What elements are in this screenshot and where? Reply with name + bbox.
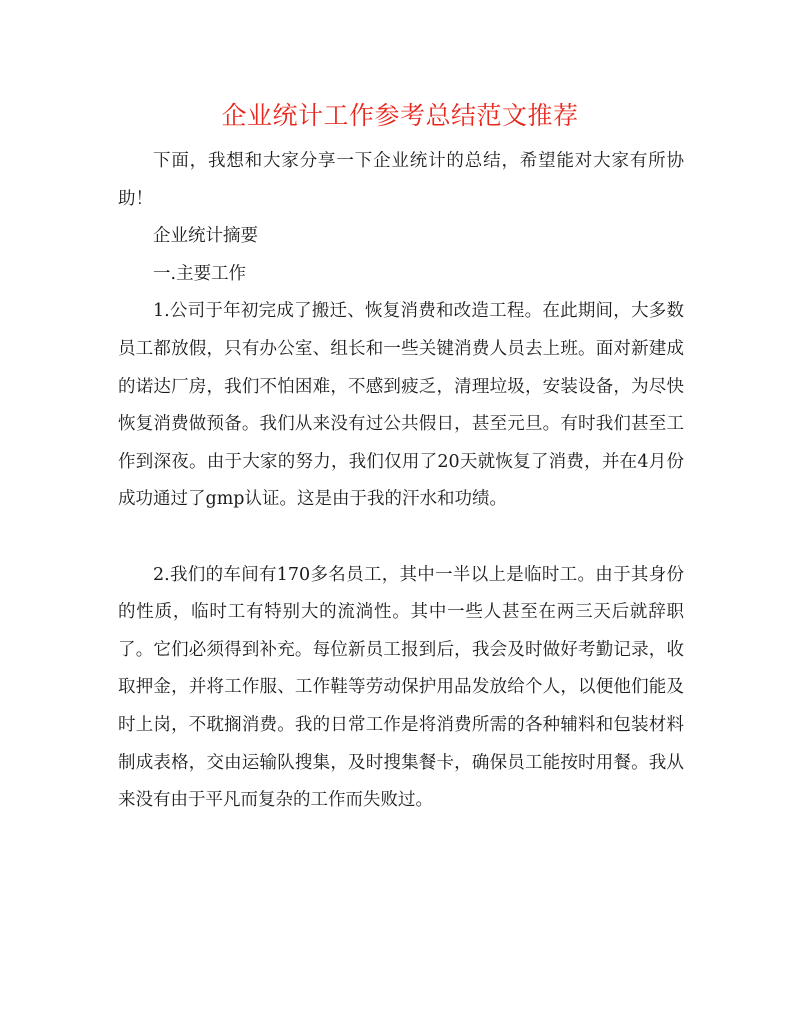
section-heading-main-work: 一.主要工作: [153, 263, 247, 284]
document-title: 企业统计工作参考总结范文推荐: [221, 101, 579, 130]
paragraph-item-1: 1.公司于年初完成了搬迁、恢复消费和改造工程。在此期间，大多数员工都放假，只有办公室、组长和一些关键消费人员去上班。面对新建成的诺达厂房，我们不怕困难，不感到疲乏，清理垃圾，安装设备，为尽快恢复消费做预备。我们从来没有过公共假日，甚至元旦。有时我们甚至工作到深夜。由于大家的努力，我们仅用了20天就恢复了消费，并在4月份成功通过了gmp认证。这是由于我的汗水和功绩。: [118, 301, 684, 510]
paragraph-spacer: [118, 519, 684, 557]
document-body: [118, 143, 684, 820]
section-heading-summary: 企业统计摘要: [153, 226, 258, 247]
intro-paragraph: 下面，我想和大家分享一下企业统计的总结，希望能对大家有所协助！: [118, 151, 684, 209]
paragraph-item-2: 2.我们的车间有170多名员工，其中一半以上是临时工。由于其身份的性质，临时工有特别大的流淌性。其中一些人甚至在两三天后就辞职了。它们必须得到补充。每位新员工报到后，我会及时做好考勤记录，收取押金，并将工作服、工作鞋等劳动保护用品发放给个人，以便他们能及时上岗，不耽搁消费。我的日常工作是将消费所需的各种辅料和包装材料制成表格，交由运输队搜集，及时搜集餐卡，确保员工能按时用餐。我从来没有由于平凡而复杂的工作而失败过。: [118, 564, 684, 811]
